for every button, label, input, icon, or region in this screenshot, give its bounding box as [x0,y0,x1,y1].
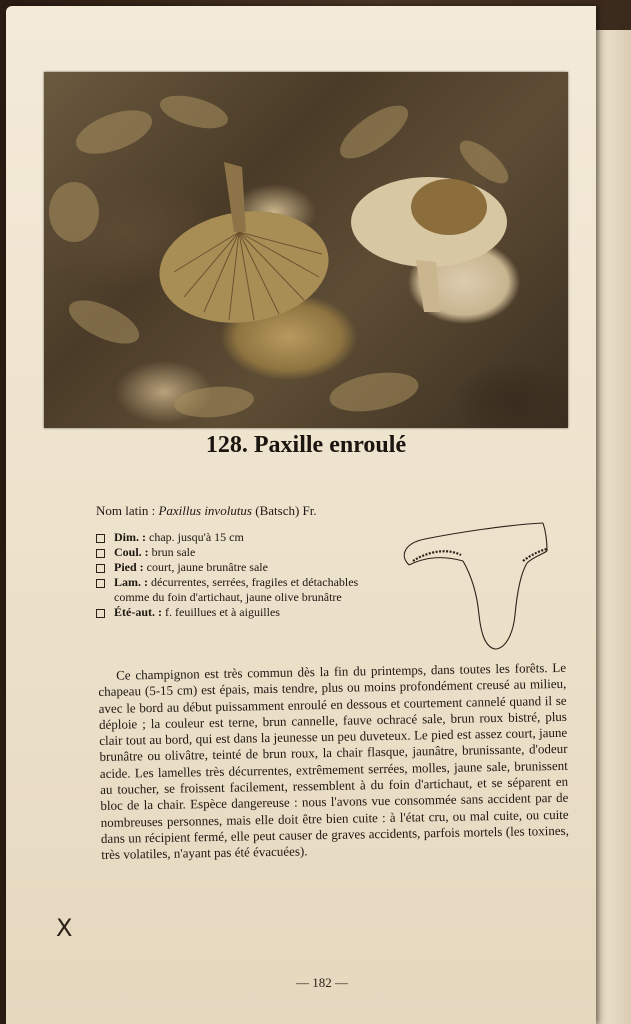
mushroom-section-drawing [395,515,555,655]
spec-value: chap. jusqu'à 15 cm [146,530,244,544]
spec-label: Lam. : [114,575,148,589]
spec-value: brun sale [148,545,196,559]
specs-list [96,530,386,620]
latin-author: (Batsch) Fr. [252,503,317,518]
spec-value: f. feuillues et à aiguilles [162,605,280,619]
spec-label: Été-aut. : [114,605,162,619]
page-number: — 182 — [296,975,348,990]
spec-value: décurrentes, serrées, fragiles et détachables comme du foin d'artichaut, jaune olive brunâtre [114,575,359,604]
margin-mark: X [56,914,73,942]
spec-label: Coul. : [114,545,149,559]
article-body: Ce champignon est très commun dès la fin du printemps, dans toutes les forêts. Le chapeau (5-15 cm) est épais, mais tendre, plus ou moins profondément creusé au milieu, avec le bord au début puissamment enroulé en dessous et courtement cannelé quand il se déploie ; la couleur est terne, brun cannelle, fauve ochracé sale, brun roux bistré, plus clair tout au bord, qui est dans la jeunesse un peu duveteux. Le pied est assez court, jaune brunâtre ou olivâtre, teinté de brun roux, la chair flasque, jaunâtre, brunissante, d'odeur acide. Les lamelles très décurrentes, extrêmement serrées, molles, jaune sale, brunissent au toucher, se froissent facilement, ressemblent à du foin d'artichaut, et se séparent en bloc de la chair. Espèce dangereuse : nous l'avons vue consommée sans accident par de nombreuses personnes, mais elle doit être bien cuite : à l'état cru, ou mal cuite, ou cuite dans un récipient fermé, elle peut causer de graves accidents, parfois mortels (les toxines, très volatiles, n'ayant pas été évacuées). [98,659,570,863]
spec-label: Pied : [114,560,144,574]
article-title: 128. Paxille enroulé [205,432,407,458]
spec-value: court, jaune brunâtre sale [143,560,268,574]
latin-label: Nom latin : [96,503,159,518]
mushroom-photo [44,72,568,428]
spec-item-dim [96,530,386,545]
photo-illustration [44,72,568,428]
spec-label: Dim. : [114,530,146,544]
spec-item-color [96,545,386,560]
spec-item-season [96,605,386,620]
latin-name-line [96,503,317,519]
spec-item-gills [96,575,386,605]
next-page-edge [592,30,631,1024]
latin-name: Paxillus involutus [158,503,252,518]
spec-item-stem [96,560,386,575]
